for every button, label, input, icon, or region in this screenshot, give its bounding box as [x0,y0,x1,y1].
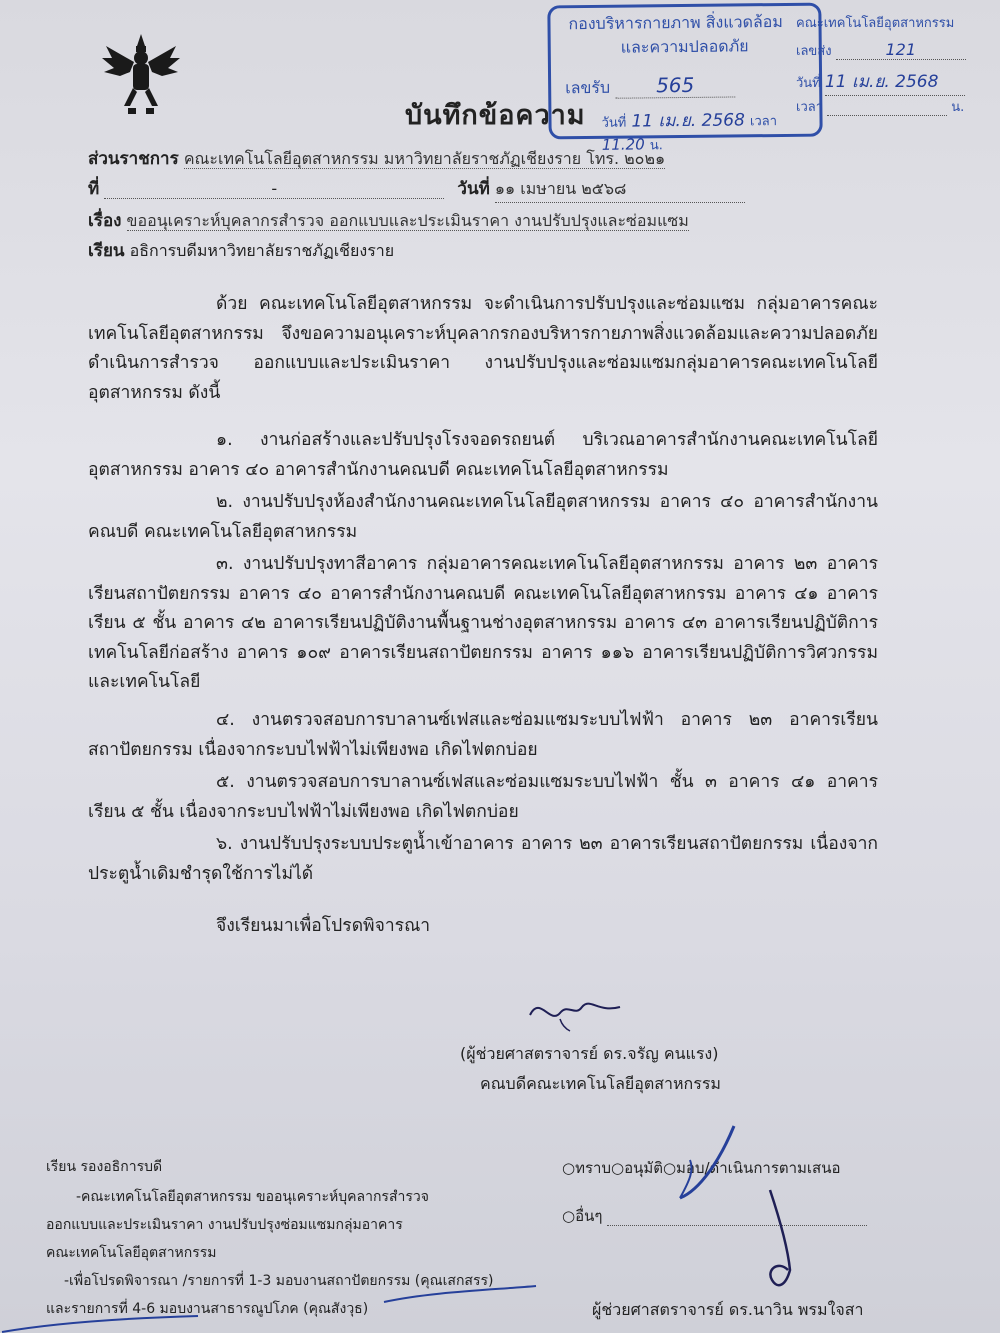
stamp-faculty-line1: คณะเทคโนโลยีอุตสาหกรรม [796,16,955,31]
item-6: ๖. งานปรับปรุงระบบประตูน้ำเข้าอาคาร อาคาร ๒๓ อาคารเรียนสถาปัตยกรรม เนื่องจากประตูน้ำเดิมชำรุดใช้การไม่ได้ [88,834,878,884]
dean-position: คณบดีคณะเทคโนโลยีอุตสาหกรรม [480,1074,721,1093]
addressee-row [88,237,868,264]
intro-paragraph: ด้วย คณะเทคโนโลยีอุตสาหกรรม จะดำเนินการปรับปรุงและซ่อมแซม กลุ่มอาคารคณะเทคโนโลยีอุตสาหกรรม จึงขอความอนุเคราะห์บุคลากรกองบริหารกายภาพสิ่งแวดล้อมและความปลอดภัย ดำเนินการสำรวจ ออกแบบและประเมินราคา งานปรับปรุงและซ่อมแซมกลุ่มอาคารคณะเทคโนโลยีอุตสาหกรรม ดังนี้ [88,294,878,403]
stamp-faculty-date: 11 เม.ย. 2568 [825,68,965,96]
item-3: ๓. งานปรับปรุงทาสีอาคาร กลุ่มอาคารคณะเทคโนโลยีอุตสาหกรรม อาคาร ๒๓ อาคารเรียนสถาปัตยกรรม อาคาร ๔๐ อาคารสำนักงานคณบดี คณะเทคโนโลยีอุตสาหกรรม อาคาร ๔๑ อาคารเรียน ๕ ชั้น อาคาร ๔๒ อาคารเรียนปฏิบัติงานพื้นฐานช่างอุตสาหกรรม อาคาร ๔๓ อาคารเรียนปฏิบัติการเทคโนโลยีก่อสร้าง อาคาร ๑๐๙ อาคารเรียนสถาปัตยกรรม อาคาร ๑๑๖ อาคารเรียนปฏิบัติการวิศวกรรมและเทคโนโลยี [88,554,878,692]
stamp-time-label: เวลา [749,114,778,130]
faculty-dispatch-stamp [796,12,992,124]
stamp-send-number: 121 [836,40,966,60]
approval-signature-icon [660,1120,820,1300]
stamp-receipt-label: เลขรับ [565,77,611,98]
other-label: ○อื่นๆ [562,1207,603,1225]
note-line3: คณะเทคโนโลยีอุตสาหกรรม [46,1245,217,1261]
subject-value: ขออนุเคราะห์บุคลากรสำรวจ ออกแบบและประเมินราคา งานปรับปรุงและซ่อมแซม [126,211,689,230]
stamp-date: 11 เม.ย. 2568 [631,110,745,132]
subject-row [88,207,868,234]
ref-label: ที่ [88,179,100,199]
date-label: วันที่ [457,179,490,199]
agency-label: ส่วนราชการ [88,149,179,169]
item-1: ๑. งานก่อสร้างและปรับปรุงโรงจอดรถยนต์ บริเวณอาคารสำนักงานคณะเทคโนโลยีอุตสาหกรรม อาคาร ๔๐ อาคารสำนักงานคณบดี คณะเทคโนโลยีอุตสาหกรรม [88,430,878,480]
item-2: ๒. งานปรับปรุงห้องสำนักงานคณะเทคโนโลยีอุตสาหกรรม อาคาร ๔๐ อาคารสำนักงานคณบดี คณะเทคโนโลยีอุตสาหกรรม [88,492,878,542]
dean-name: (ผู้ช่วยศาสตราจารย์ ดร.จรัญ คนแรง) [460,1044,719,1063]
stamp-faculty-time-label: เวลา [796,100,824,115]
to-value: อธิการบดีมหาวิทยาลัยราชภัฏเชียงราย [129,241,395,260]
note-line2: ออกแบบและประเมินราคา งานปรับปรุงซ่อมแซมกลุ่มอาคาร [46,1217,403,1233]
subject-label: เรื่อง [88,211,122,231]
underline-mark-icon [380,1282,540,1312]
stamp-division-line1: กองบริหารกายภาพ สิ่งแวดล้อม [568,11,784,34]
approver-name: ผู้ช่วยศาสตราจารย์ ดร.นาวิน พรมใจสา [592,1300,864,1319]
stamp-time: 11.20 [601,135,645,154]
stamp-date-label: วันที่ [601,115,627,131]
stamp-faculty-time-suffix: น. [951,100,965,115]
stamp-faculty-date-label: วันที่ [796,76,821,91]
stamp-send-label: เลขส่ง [796,44,832,59]
division-receipt-stamp [547,3,822,154]
to-label: เรียน [88,241,125,261]
reference-row [88,175,868,203]
stamp-time-suffix: น. [649,138,663,154]
stamp-receipt-number: 565 [615,72,735,98]
pen-stroke-icon [0,1312,200,1333]
memo-title: บันทึกข้อความ [405,100,586,131]
item-5: ๕. งานตรวจสอบการบาลานซ์เฟสและซ่อมแซมระบบไฟฟ้า ชั้น ๓ อาคาร ๔๑ อาคารเรียน ๕ ชั้น เนื่องจากระบบไฟฟ้าไม่เพียงพอ เกิดไฟตกบ่อย [88,772,878,822]
agency-row [88,145,848,172]
item-4: ๔. งานตรวจสอบการบาลานซ์เฟสและซ่อมแซมระบบไฟฟ้า อาคาร ๒๓ อาคารเรียนสถาปัตยกรรม เนื่องจากระบบไฟฟ้าไม่เพียงพอ เกิดไฟตกบ่อย [88,710,878,760]
dean-signature-icon [520,985,640,1035]
decision-options: ○ทราบ○อนุมัติ○มอบ/ดำเนินการตามเสนอ [562,1159,841,1177]
note-line4: -เพื่อโปรดพิจารณา /รายการที่ 1-3 มอบงานสถาปัตยกรรม (คุณเสกสรร) [64,1273,494,1289]
date-value: ๑๑ เมษายน ๒๕๖๘ [495,177,745,203]
note-line1: -คณะเทคโนโลยีอุตสาหกรรม ขออนุเคราะห์บุคลากรสำรวจ [76,1189,429,1205]
note-line5: และรายการที่ 4-6 มอบงานสาธารณูปโภค (คุณสังวุธ) [46,1301,369,1317]
closing-line: จึงเรียนมาเพื่อโปรดพิจารณา [216,916,431,936]
ref-value: - [104,179,444,199]
stamp-division-line2: และความปลอดภัย [620,36,749,57]
garuda-emblem-icon [98,32,184,118]
note-to: เรียน รองอธิการบดี [46,1159,163,1175]
agency-value: คณะเทคโนโลยีอุตสาหกรรม มหาวิทยาลัยราชภัฏเชียงราย โทร. ๒๐๒๑ [183,149,666,168]
